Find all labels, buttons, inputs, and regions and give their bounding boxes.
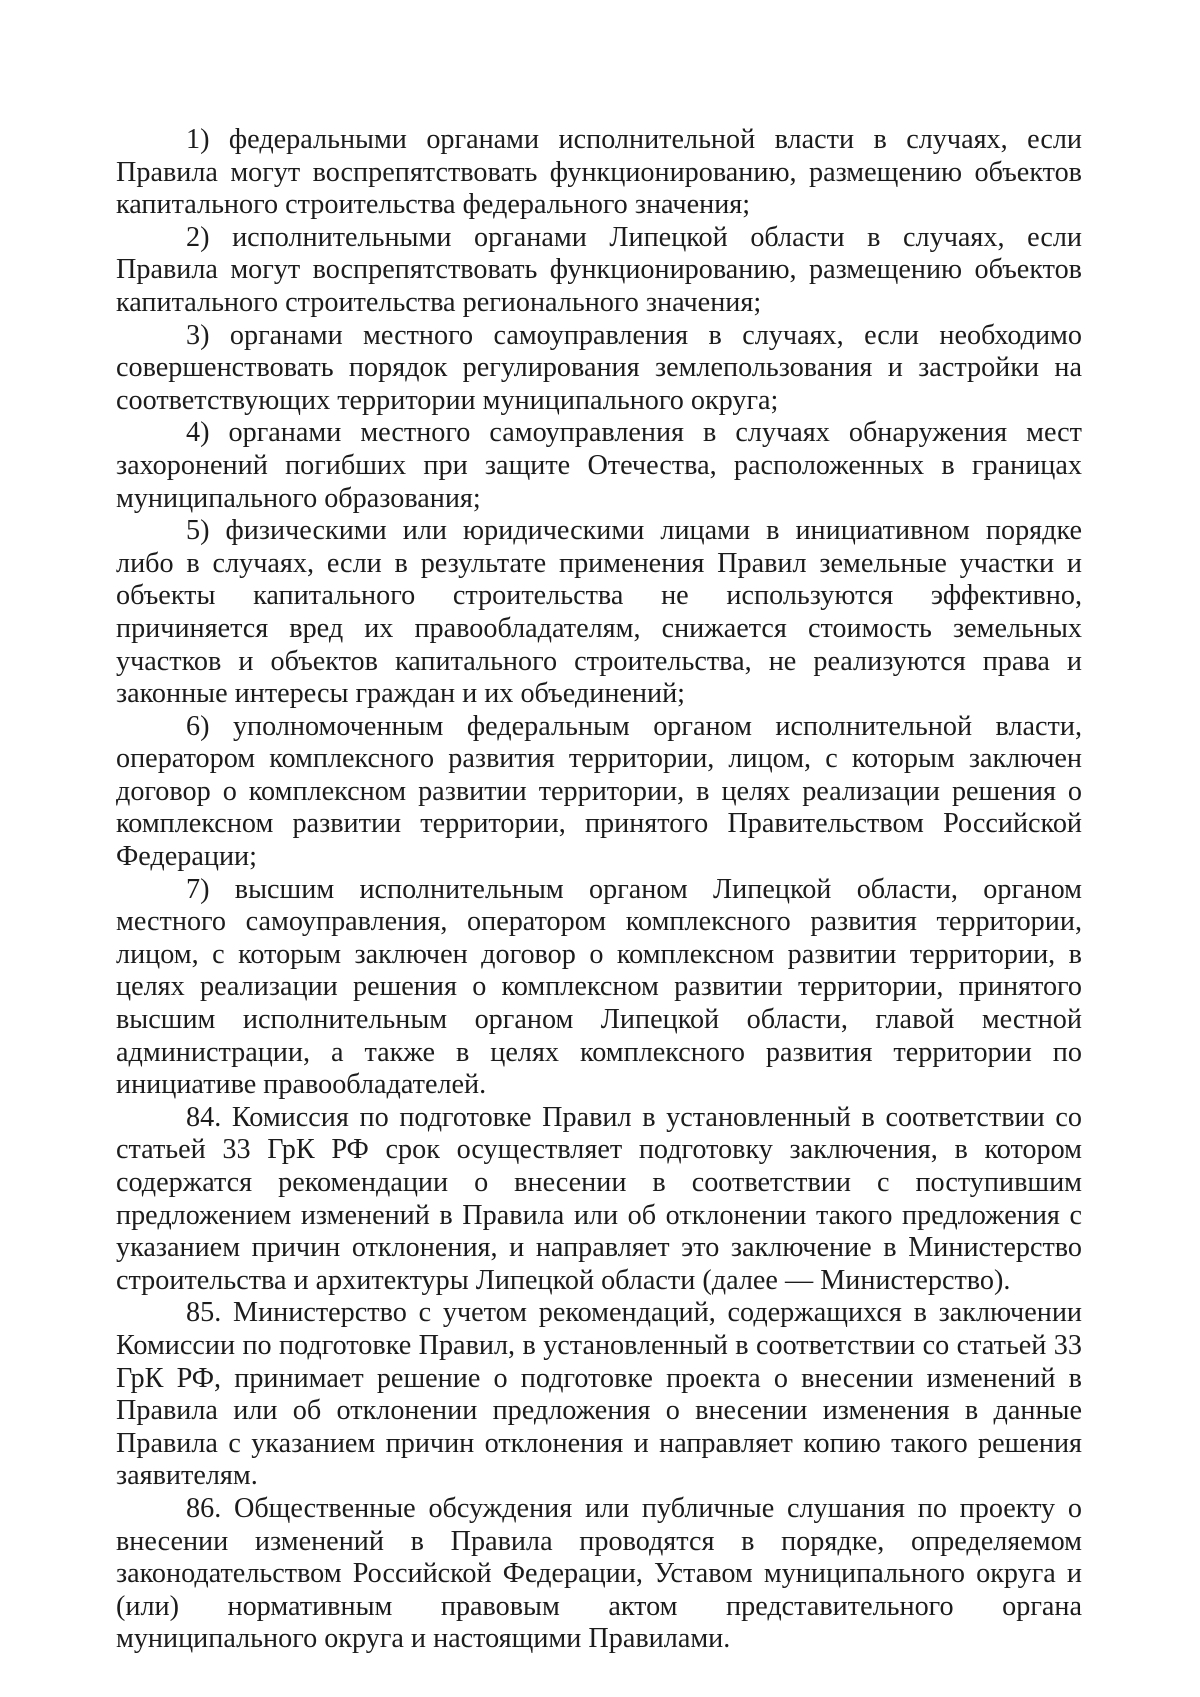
paragraph-item-7: 7) высшим исполнительным органом Липецкой области, органом местного самоуправления, оператором комплексного развития территории, лицом, с которым заключен договор о комплексном развитии территории, в целях реализации решения о комплексном развитии территории, принятого высшим исполнительным органом Липецкой области, главой местной администрации, а также в целях комплексного развития территории по инициативе правообладателей. <box>116 873 1082 1101</box>
paragraph-item-1: 1) федеральными органами исполнительной власти в случаях, если Правила могут воспрепятствовать функционированию, размещению объектов капитального строительства федерального значения; <box>116 124 1082 221</box>
paragraph-85: 85. Министерство с учетом рекомендаций, содержащихся в заключении Комиссии по подготовке Правил, в установленный в соответствии со статьей 33 ГрК РФ, принимает решение о подготовке проекта о внесении изменений в Правила или об отклонении предложения о внесении изменения в данные Правила с указанием причин отклонения и направляет копию такого решения заявителям. <box>116 1297 1082 1492</box>
paragraph-item-6: 6) уполномоченным федеральным органом исполнительной власти, оператором комплексного развития территории, лицом, с которым заключен договор о комплексном развитии территории, в целях реализации решения о комплексном развитии территории, принятого Правительством Российской Федерации; <box>116 710 1082 873</box>
paragraph-86: 86. Общественные обсуждения или публичные слушания по проекту о внесении изменений в Правила проводятся в порядке, определяемом законодательством Российской Федерации, Уставом муниципального округа и (или) нормативным правовым актом представительного органа муниципального округа и настоящими Правилами. <box>116 1492 1082 1655</box>
paragraph-84: 84. Комиссия по подготовке Правил в установленный в соответствии со статьей 33 ГрК РФ срок осуществляет подготовку заключения, в котором содержатся рекомендации о внесении в соответствии с поступившим предложением изменений в Правила или об отклонении такого предложения с указанием причин отклонения, и направляет это заключение в Министерство строительства и архитектуры Липецкой области (далее — Министерство). <box>116 1101 1082 1296</box>
paragraph-item-2: 2) исполнительными органами Липецкой области в случаях, если Правила могут воспрепятствовать функционированию, размещению объектов капитального строительства регионального значения; <box>116 221 1082 318</box>
paragraph-item-5: 5) физическими или юридическими лицами в инициативном порядке либо в случаях, если в результате применения Правил земельные участки и объекты капитального строительства не используются эффективно, причиняется вред их правообладателям, снижается стоимость земельных участков и объектов капитального строительства, не реализуются права и законные интересы граждан и их объединений; <box>116 515 1082 710</box>
paragraph-item-3: 3) органами местного самоуправления в случаях, если необходимо совершенствовать порядок регулирования землепользования и застройки на соответствующих территории муниципального округа; <box>116 319 1082 416</box>
document-page <box>116 124 1082 1656</box>
paragraph-item-4: 4) органами местного самоуправления в случаях обнаружения мест захоронений погибших при защите Отечества, расположенных в границах муниципального образования; <box>116 417 1082 514</box>
